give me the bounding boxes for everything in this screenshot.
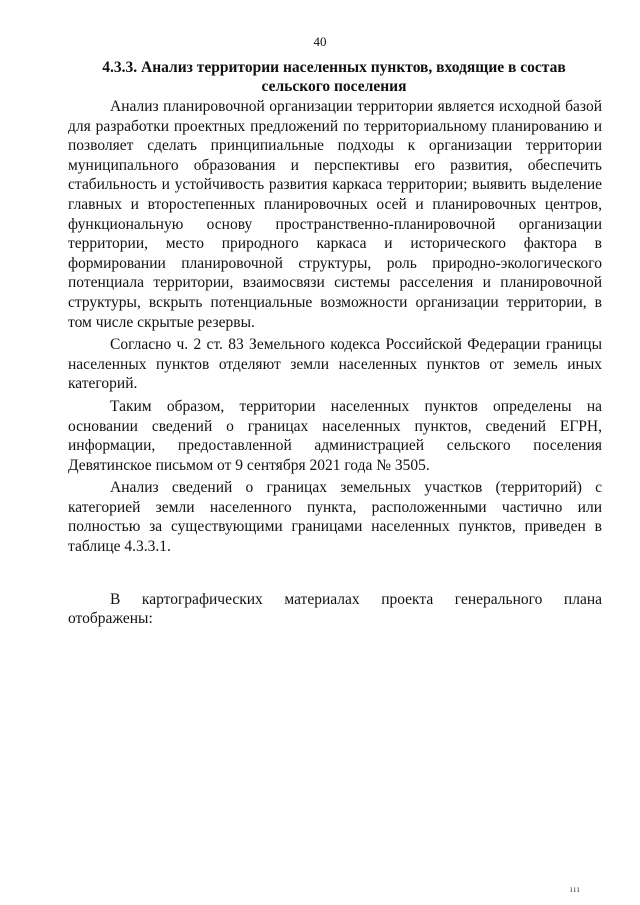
paragraph-cartographic-materials: В картографических материалах проекта генерального плана отображены: — [68, 590, 602, 628]
paragraph-boundaries-basis: Таким образом, территории населенных пунктов определены на основании сведений о границах населенных пунктов, сведений ЕГРН, информации, предоставленной администрацией сельского поселения Девятинское письмом от 9 сентября 2021 года № 3505. — [68, 397, 602, 474]
page-number: 40 — [313, 34, 327, 49]
body-text — [68, 97, 602, 632]
section-heading: 4.3.3. Анализ территории населенных пунктов, входящие в состав сельского поселения — [102, 59, 566, 95]
paragraph-planning-analysis: Анализ планировочной организации территории является исходной базой для разработки проектных предложений по территориальному планированию и позволяет сделать принципиальные подходы к организации территории муниципального образования и перспективы его развития, обеспечить стабильность и устойчивость развития каркаса территории; выявить выделение главных и второстепенных планировочных осей и планировочных центров, функциональную основу пространственно-планировочной организации территории, место природного каркаса и исторического фактора в формировании планировочной структуры, роль природно-экологического потенциала территории, взаимосвязи системы расселения и планировочной структуры, вскрыть потенциальные возможности организации территории, в том числе скрытые резервы. — [68, 98, 602, 331]
footer-mark: ııı — [570, 884, 581, 894]
paragraph-land-code: Согласно ч. 2 ст. 83 Земельного кодекса Российской Федерации границы населенных пунктов отделяют земли населенных пунктов от земель иных категорий. — [68, 336, 602, 393]
paragraph-land-plots-analysis: Анализ сведений о границах земельных участков (территорий) с категорией земли населенного пункта, расположенными частично или полностью за существующими границами населенных пунктов, приведен в таблице 4.3.3.1. — [68, 479, 602, 556]
